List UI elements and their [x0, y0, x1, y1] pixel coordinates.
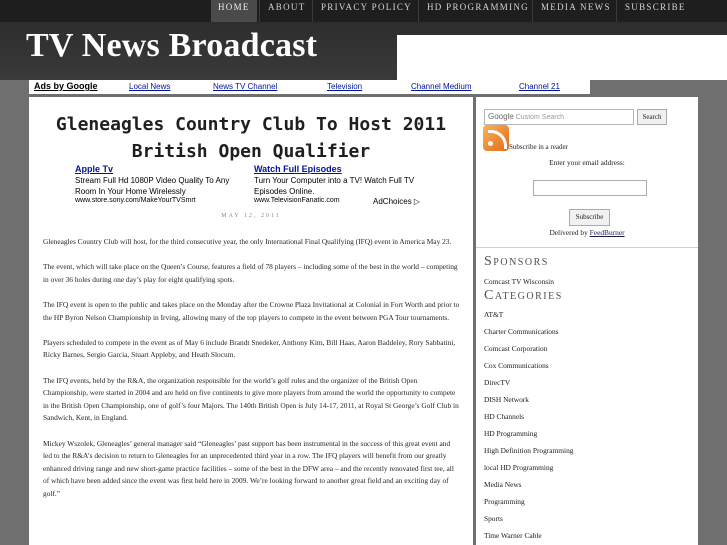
sponsors-heading: Sponsors	[484, 254, 549, 269]
ad-url[interactable]: www.store.sony.com/MakeYourTVSmrt	[75, 197, 196, 204]
top-nav	[0, 0, 727, 22]
subscribe-button[interactable]: Subscribe	[569, 209, 610, 226]
adchoices-icon: ▷	[413, 197, 421, 206]
nav-about[interactable]: ABOUT	[268, 2, 306, 12]
category-link[interactable]: Cox Communications	[484, 361, 549, 370]
category-link[interactable]: Sports	[484, 514, 503, 523]
header-banner-slot	[397, 35, 727, 80]
nav-hd-programming[interactable]: HD PROGRAMMING	[427, 2, 529, 12]
nav-separator	[418, 0, 419, 22]
nav-separator	[312, 0, 313, 22]
delivered-by-label: Delivered by	[549, 228, 588, 237]
post-paragraph: Players scheduled to compete in the event as of May 6 include Brandt Snedeker, Anthony Kim, Bill Haas, Aaron Baddeley, Rory Sabbatini, Ricky Barnes, Sergio Garcia, Stuart Appleby, and Heath Slocum.	[43, 337, 456, 360]
nav-privacy-policy[interactable]: PRIVACY POLICY	[321, 2, 412, 12]
ad-url[interactable]: www.TelevisionFanatic.com	[254, 197, 340, 204]
ad-block	[75, 164, 245, 204]
email-label: Enter your email address:	[549, 158, 625, 167]
ad-link-television[interactable]: Television	[327, 82, 363, 91]
post-body	[43, 236, 461, 513]
ad-link-channel-medium[interactable]: Channel Medium	[411, 82, 472, 91]
category-link[interactable]: Charter Communications	[484, 327, 559, 336]
post-paragraph: The event, which will take place on the Queen’s Course, features a field of 78 players – including some of the best in the world – competing in over 36 holes during one day’s play for eight qualifying spots.	[43, 262, 458, 284]
category-link[interactable]: AT&T	[484, 310, 504, 319]
nav-separator	[259, 0, 260, 22]
ads-by-google-label[interactable]: Ads by Google	[34, 81, 98, 91]
category-link[interactable]: Media News	[484, 480, 522, 489]
adchoices-link[interactable]	[373, 197, 420, 206]
rss-subscribe-link[interactable]: Subscribe in a reader	[509, 143, 568, 151]
google-brand: Google	[488, 112, 514, 121]
search-input[interactable]	[484, 109, 634, 125]
adchoices-label: AdChoices	[373, 197, 412, 206]
category-link[interactable]: DISH Network	[484, 395, 529, 404]
nav-separator	[616, 0, 617, 22]
site-title[interactable]: TV News Broadcast	[26, 27, 318, 64]
delivered-by	[476, 228, 698, 237]
categories-heading: Categories	[484, 288, 563, 303]
search-placeholder: Custom Search	[515, 114, 564, 121]
feedburner-link[interactable]: FeedBurner	[589, 228, 625, 237]
ad-link-news-tv-channel[interactable]: News TV Channel	[213, 82, 278, 91]
ad-link-local-news[interactable]: Local News	[129, 82, 171, 91]
post-title[interactable]: Gleneagles Country Club To Host 2011 British Open Qualifier	[55, 114, 447, 162]
category-link[interactable]: HD Programming	[484, 429, 538, 438]
sponsor-link[interactable]: Comcast TV Wisconsin	[484, 277, 554, 286]
ad-headline[interactable]: Watch Full Episodes	[254, 164, 342, 174]
nav-media-news[interactable]: MEDIA NEWS	[541, 2, 611, 12]
category-link[interactable]: High Definition Programming	[484, 446, 574, 455]
nav-subscribe[interactable]: SUBSCRIBE	[625, 2, 686, 12]
category-link[interactable]: local HD Programming	[484, 463, 554, 472]
ads-link-bar	[29, 80, 590, 94]
category-link[interactable]: Time Warner Cable	[484, 531, 542, 540]
sidebar	[476, 97, 698, 545]
sidebar-divider	[476, 247, 698, 248]
nav-home[interactable]: HOME	[211, 0, 257, 22]
post-paragraph: The IFQ event is open to the public and takes place on the Monday after the Crowne Plaza Invitational at Colonial in Fort Worth and prior to the HP Byron Nelson Championship in Irving, allowing many of the top players to compete in the event between PGA Tour tournaments.	[43, 299, 460, 322]
main-content	[29, 97, 473, 545]
ad-body: Stream Full Hd 1080P Video Quality To Any Room In Your Home Wirelessly	[75, 176, 230, 196]
ad-body: Turn Your Computer into a TV! Watch Full TV Episodes Online.	[254, 176, 415, 196]
ad-headline[interactable]: Apple Tv	[75, 164, 114, 174]
ad-link-channel-21[interactable]: Channel 21	[519, 82, 560, 91]
post-paragraph: Gleneagles Country Club will host, for the third consecutive year, the only International Final Qualifying (IFQ) event in America May 23.	[43, 237, 452, 246]
post-paragraph: The IFQ events, held by the R&A, the organization responsible for the world’s golf rules and the organizer of the British Open Championship, were started in 2004 and are held on five continents to give more players from around the world the opportunity to compete in the British Open Championship, one of golf’s four Majors. The 140th British Open is July 14-17, 2011, at Royal St George’s Golf Club in Sandwich, Kent, in England.	[43, 375, 459, 423]
email-input[interactable]	[533, 180, 647, 196]
category-link[interactable]: Comcast Corporation	[484, 344, 548, 353]
category-link[interactable]: Programming	[484, 497, 525, 506]
category-link[interactable]: HD Channels	[484, 412, 525, 421]
rss-icon[interactable]	[483, 125, 509, 151]
search-button[interactable]: Search	[637, 109, 667, 125]
post-paragraph: Mickey Wszolek, Gleneagles’ general manager said “Gleneagles’ past support has been instrumental in the success of this great event and led to the R&A’s decision to return to Gleneagles for an unprecedented third year in a row. The IFQ players will benefit from our greatly enhanced driving range and new short-game practice facilities – some of the best in the DFW area – and the recently renovated first tee, all of which have been added since the event was first held here in 2009. We’re looking forward to another great field and an exciting day of golf.”	[43, 438, 454, 498]
post-date: MAY 12, 2011	[221, 213, 281, 219]
site-header	[0, 22, 727, 80]
category-link[interactable]: DirecTV	[484, 378, 511, 387]
nav-separator	[532, 0, 533, 22]
